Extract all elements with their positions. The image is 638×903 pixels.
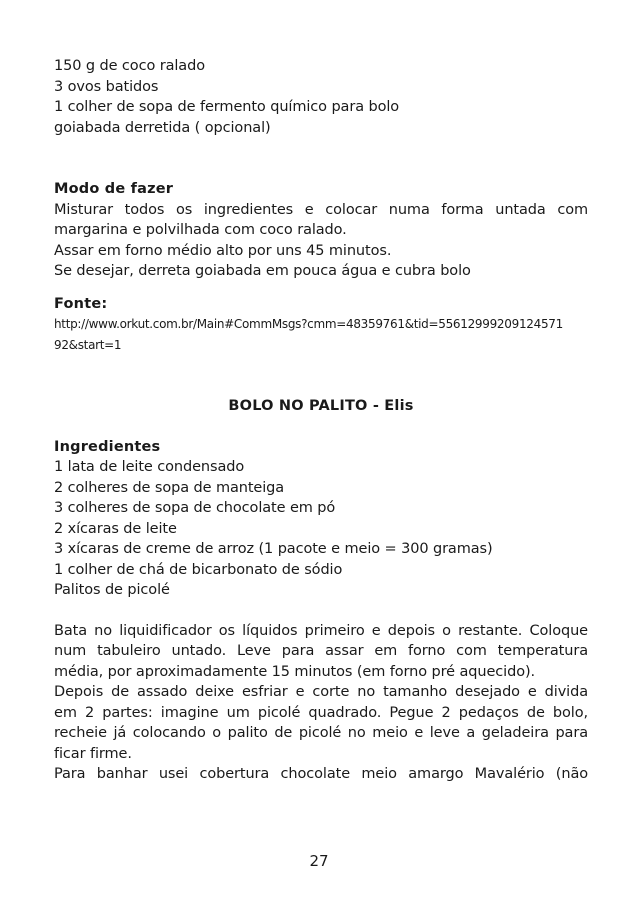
source-url-line: http://www.orkut.com.br/Main#CommMsgs?cmm=48359761&tid=55612999209124571 [54, 317, 563, 331]
method-line: Se desejar, derreta goiabada em pouca água e cubra bolo [54, 263, 471, 279]
method-line: Para banhar usei cobertura chocolate meio amargo Mavalério (não [54, 766, 588, 782]
method-text-2 [54, 621, 588, 785]
ingredient-line: 150 g de coco ralado [54, 58, 205, 74]
ingredient-line: 1 lata de leite condensado [54, 459, 245, 475]
source-url-line: 92&start=1 [54, 337, 122, 352]
method-line: margarina e polvilhada com coco ralado. [54, 222, 347, 238]
ingredient-list-1 [54, 56, 588, 138]
method-line: recheie já colocando o palito de picolé no meio e leve a geladeira para [54, 725, 588, 741]
ingredient-list-2 [54, 457, 588, 601]
method-line: Depois de assado deixe esfriar e corte no tamanho desejado e divida [54, 684, 588, 700]
method-text-1 [54, 200, 588, 282]
method-line: ficar firme. [54, 745, 132, 762]
recipe-title: BOLO NO PALITO - Elis [228, 398, 414, 414]
ingredient-line: 3 xícaras de creme de arroz (1 pacote e meio = 300 gramas) [54, 541, 493, 557]
ingredient-line: 1 colher de sopa de fermento químico para bolo [54, 99, 400, 115]
method-line: num tabuleiro untado. Leve para assar em forno com temperatura [54, 643, 588, 659]
method-line: Misturar todos os ingredientes e colocar numa forma untada com [54, 201, 588, 218]
source-heading: Fonte: [54, 295, 108, 312]
document-page [54, 56, 588, 785]
ingredient-line: 2 colheres de sopa de manteiga [54, 479, 285, 496]
ingredient-line: Palitos de picolé [54, 582, 170, 598]
method-line: média, por aproximadamente 15 minutos (em forno pré aquecido). [54, 663, 536, 680]
page-number: 27 [309, 852, 329, 870]
ingredient-line: 3 colheres de sopa de chocolate em pó [54, 500, 336, 516]
ingredients-heading: Ingredientes [54, 438, 161, 455]
ingredient-line: 2 xícaras de leite [54, 520, 177, 537]
ingredient-line: 3 ovos batidos [54, 78, 159, 95]
method-line: em 2 partes: imagine um picolé quadrado. Pegue 2 pedaços de bolo, [54, 704, 588, 721]
method-line: Bata no liquidificador os líquidos primeiro e depois o restante. Coloque [54, 622, 588, 639]
ingredient-line: 1 colher de chá de bicarbonato de sódio [54, 561, 343, 578]
method-line: Assar em forno médio alto por uns 45 minutos. [54, 242, 392, 259]
method-heading: Modo de fazer [54, 181, 174, 197]
ingredient-line: goiabada derretida ( opcional) [54, 119, 271, 136]
